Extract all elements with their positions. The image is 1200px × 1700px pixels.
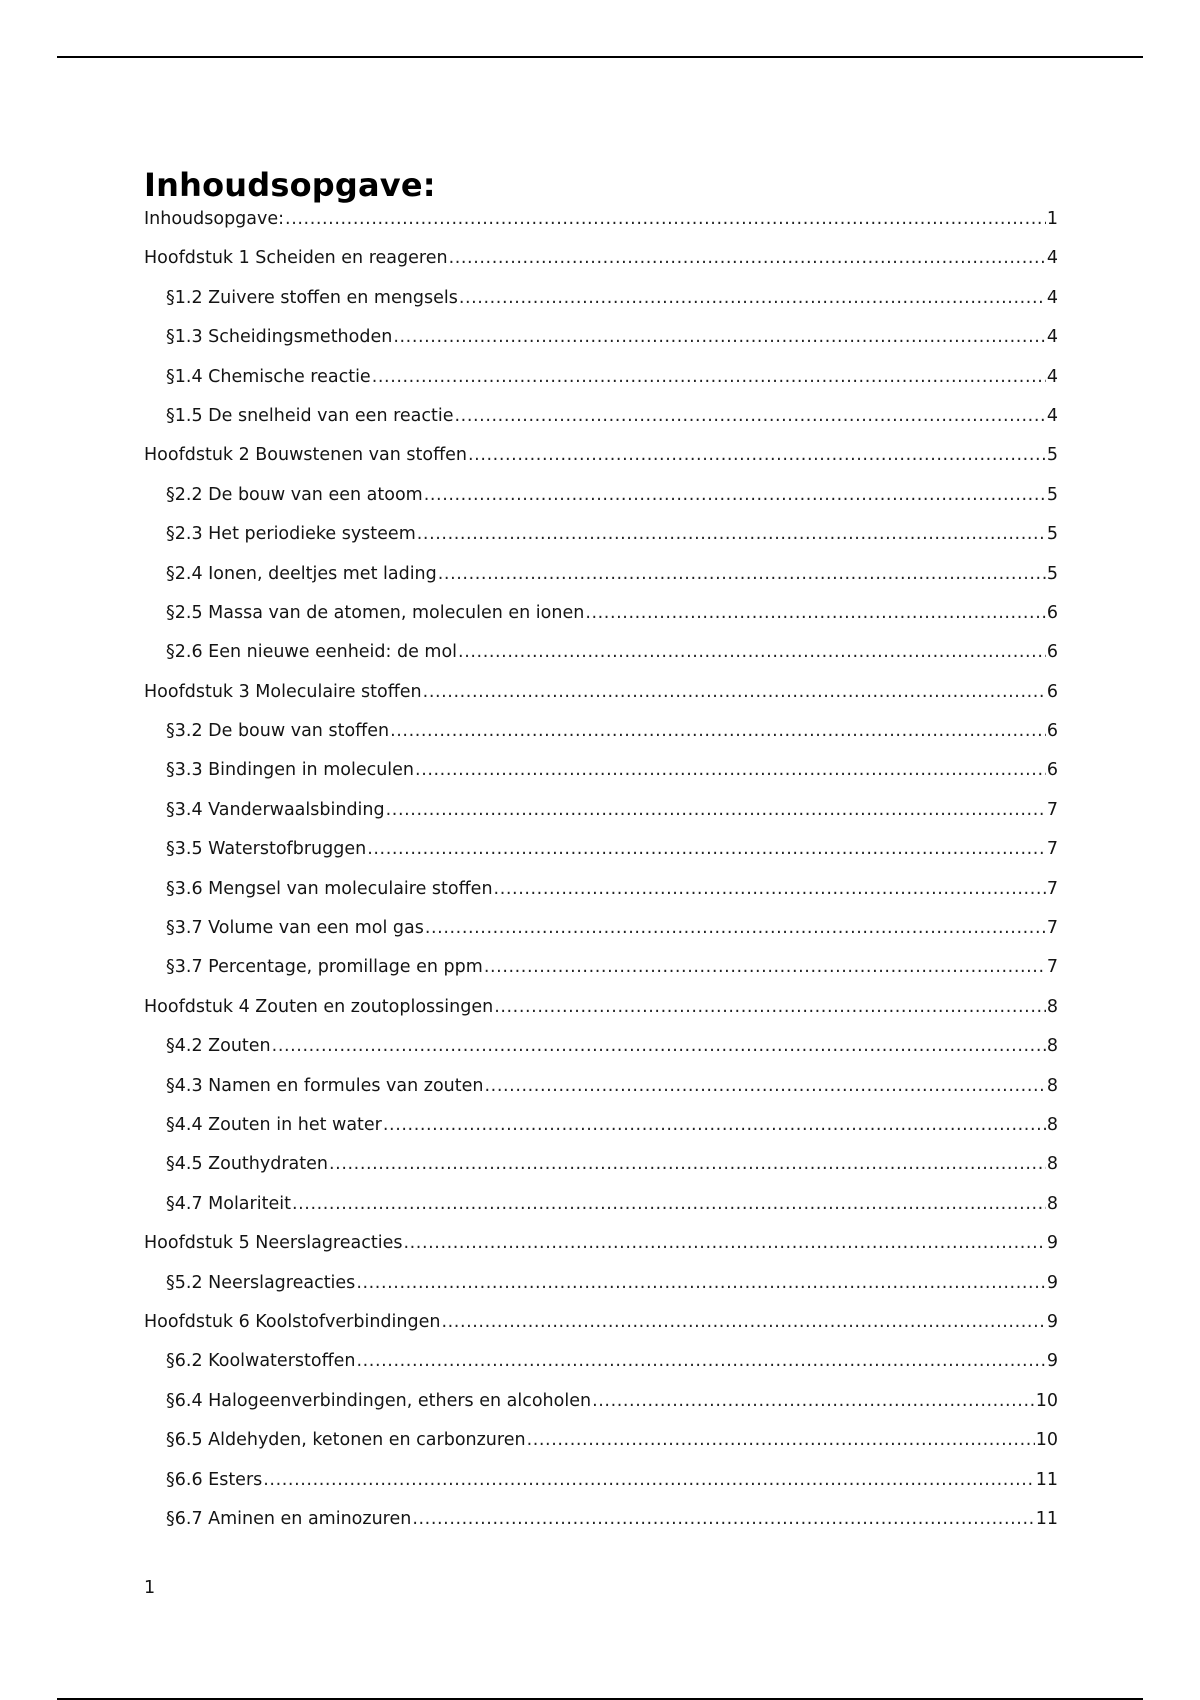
toc-entry-section[interactable]: [144, 1469, 1058, 1508]
toc-entry-section[interactable]: [144, 1193, 1058, 1232]
toc-entry-label: §1.4 Chemische reactie: [166, 366, 371, 387]
toc-entry-label: §2.3 Het periodieke systeem: [166, 524, 416, 545]
toc-entry-section[interactable]: [144, 838, 1058, 877]
toc-entry-label: §3.5 Waterstofbruggen: [166, 839, 367, 860]
toc-heading: Inhoudsopgave:: [144, 166, 436, 204]
toc-dot-leader: [455, 405, 1046, 427]
toc-entry-page: 8: [1046, 1036, 1058, 1057]
toc-entry-section[interactable]: [144, 878, 1058, 917]
toc-dot-leader: [393, 326, 1046, 348]
toc-entry-label: §4.7 Molariteit: [166, 1193, 291, 1214]
toc-dot-leader: [383, 1114, 1046, 1136]
toc-entry-section[interactable]: [144, 405, 1058, 444]
toc-entry-section[interactable]: [144, 1035, 1058, 1074]
toc-entry-label: §6.7 Aminen en aminozuren: [166, 1508, 412, 1529]
toc-entry-page: 4: [1046, 327, 1058, 348]
toc-dot-leader: [494, 878, 1046, 900]
toc-entry-label: Hoofdstuk 1 Scheiden en reageren: [144, 248, 448, 269]
toc-entry-label: §4.4 Zouten in het water: [166, 1114, 382, 1135]
toc-dot-leader: [592, 1390, 1035, 1412]
toc-entry-label: §2.2 De bouw van een atoom: [166, 484, 423, 505]
toc-entry-page: 8: [1046, 996, 1058, 1017]
toc-entry-page: 11: [1035, 1469, 1058, 1490]
toc-dot-leader: [386, 799, 1046, 821]
toc-dot-leader: [356, 1350, 1045, 1372]
toc-entry-chapter[interactable]: [144, 247, 1058, 286]
toc-entry-page: 8: [1046, 1154, 1058, 1175]
toc-entry-section[interactable]: [144, 1350, 1058, 1389]
toc-dot-leader: [484, 956, 1046, 978]
toc-dot-leader: [468, 444, 1046, 466]
toc-entry-page: 8: [1046, 1114, 1058, 1135]
toc-entry-label: §3.6 Mengsel van moleculaire stoffen: [166, 878, 493, 899]
toc-entry-section[interactable]: [144, 1429, 1058, 1468]
toc-dot-leader: [356, 1272, 1046, 1294]
toc-entry-label: §6.4 Halogeenverbindingen, ethers en alcoholen: [166, 1390, 592, 1411]
toc-entry-section[interactable]: [144, 1272, 1058, 1311]
toc-entry-page: 7: [1046, 839, 1058, 860]
toc-dot-leader: [494, 996, 1046, 1018]
toc-entry-label: §5.2 Neerslagreacties: [166, 1272, 356, 1293]
toc-entry-section[interactable]: [144, 1153, 1058, 1192]
toc-dot-leader: [423, 681, 1046, 703]
toc-entry-section[interactable]: [144, 641, 1058, 680]
toc-dot-leader: [424, 484, 1046, 506]
toc-entry-section[interactable]: [144, 759, 1058, 798]
toc-entry-section[interactable]: [144, 799, 1058, 838]
toc-entry-label: §1.5 De snelheid van een reactie: [166, 405, 454, 426]
toc-dot-leader: [372, 366, 1046, 388]
toc-entry-label: §2.4 Ionen, deeltjes met lading: [166, 563, 437, 584]
toc-entry-page: 5: [1046, 445, 1058, 466]
toc-entry-section[interactable]: [144, 1508, 1058, 1547]
toc-entry-label: §3.3 Bindingen in moleculen: [166, 760, 415, 781]
toc-entry-page: 4: [1046, 248, 1058, 269]
toc-entry-label: §3.4 Vanderwaalsbinding: [166, 799, 385, 820]
toc-dot-leader: [415, 759, 1046, 781]
toc-entry-page: 5: [1046, 524, 1058, 545]
toc-dot-leader: [390, 720, 1046, 742]
toc-entry-page: 9: [1046, 1233, 1058, 1254]
toc-dot-leader: [527, 1429, 1035, 1451]
toc-dot-leader: [449, 247, 1046, 269]
toc-entry-page: 4: [1046, 405, 1058, 426]
page-number: 1: [144, 1578, 156, 1598]
toc-entry-page: 7: [1046, 878, 1058, 899]
toc-dot-leader: [438, 563, 1046, 585]
toc-entry-label: §1.2 Zuivere stoffen en mengsels: [166, 287, 458, 308]
toc-dot-leader: [263, 1469, 1034, 1491]
toc-entry-page: 6: [1046, 681, 1058, 702]
toc-dot-leader: [285, 208, 1046, 230]
toc-entry-chapter[interactable]: [144, 681, 1058, 720]
toc-list: [144, 208, 1058, 1547]
document-body: [144, 165, 1058, 1547]
toc-entry-chapter[interactable]: [144, 996, 1058, 1035]
toc-entry-chapter[interactable]: [144, 208, 1058, 247]
toc-entry-label: Hoofdstuk 5 Neerslagreacties: [144, 1233, 403, 1254]
toc-entry-page: 4: [1046, 366, 1058, 387]
toc-entry-section[interactable]: [144, 1075, 1058, 1114]
toc-entry-page: 6: [1046, 602, 1058, 623]
toc-dot-leader: [585, 602, 1046, 624]
toc-entry-section[interactable]: [144, 1390, 1058, 1429]
toc-entry-label: Hoofdstuk 3 Moleculaire stoffen: [144, 681, 422, 702]
toc-entry-page: 9: [1046, 1351, 1058, 1372]
toc-entry-section[interactable]: [144, 563, 1058, 602]
toc-entry-page: 9: [1046, 1311, 1058, 1332]
toc-dot-leader: [329, 1153, 1046, 1175]
toc-entry-section[interactable]: [144, 484, 1058, 523]
toc-entry-label: §3.7 Percentage, promillage en ppm: [166, 957, 483, 978]
toc-entry-page: 6: [1046, 642, 1058, 663]
toc-entry-label: §6.6 Esters: [166, 1469, 263, 1490]
toc-dot-leader: [441, 1311, 1045, 1333]
toc-entry-page: 10: [1035, 1430, 1058, 1451]
toc-entry-label: Inhoudsopgave:: [144, 209, 285, 229]
toc-dot-leader: [403, 1232, 1045, 1254]
toc-entry-chapter[interactable]: [144, 444, 1058, 483]
toc-entry-label: §4.5 Zouthydraten: [166, 1154, 328, 1175]
toc-entry-label: Hoofdstuk 4 Zouten en zoutoplossingen: [144, 996, 494, 1017]
toc-dot-leader: [417, 523, 1046, 545]
toc-entry-page: 1: [1046, 209, 1058, 229]
toc-entry-page: 10: [1035, 1390, 1058, 1411]
toc-entry-section[interactable]: [144, 917, 1058, 956]
toc-entry-label: §4.3 Namen en formules van zouten: [166, 1075, 484, 1096]
toc-dot-leader: [425, 917, 1046, 939]
toc-entry-section[interactable]: [144, 366, 1058, 405]
toc-dot-leader: [367, 838, 1046, 860]
toc-entry-page: 6: [1046, 721, 1058, 742]
toc-entry-chapter[interactable]: [144, 1311, 1058, 1350]
toc-entry-label: §2.5 Massa van de atomen, moleculen en ionen: [166, 602, 585, 623]
toc-entry-page: 5: [1046, 484, 1058, 505]
toc-entry-page: 6: [1046, 760, 1058, 781]
toc-dot-leader: [459, 287, 1046, 309]
toc-entry-page: 11: [1035, 1508, 1058, 1529]
toc-entry-page: 9: [1046, 1272, 1058, 1293]
toc-entry-page: 7: [1046, 918, 1058, 939]
toc-entry-label: §3.2 De bouw van stoffen: [166, 721, 390, 742]
header-rule: [57, 56, 1143, 58]
toc-entry-label: Hoofdstuk 6 Koolstofverbindingen: [144, 1311, 441, 1332]
toc-entry-page: 7: [1046, 799, 1058, 820]
toc-entry-label: §3.7 Volume van een mol gas: [166, 918, 424, 939]
toc-entry-section[interactable]: [144, 326, 1058, 365]
toc-entry-label: §6.2 Koolwaterstoffen: [166, 1351, 356, 1372]
toc-entry-section[interactable]: [144, 287, 1058, 326]
toc-entry-page: 5: [1046, 563, 1058, 584]
toc-dot-leader: [292, 1193, 1046, 1215]
toc-entry-section[interactable]: [144, 523, 1058, 562]
toc-entry-page: 8: [1046, 1193, 1058, 1214]
toc-entry-label: §4.2 Zouten: [166, 1036, 271, 1057]
toc-dot-leader: [272, 1035, 1046, 1057]
toc-entry-section[interactable]: [144, 720, 1058, 759]
toc-dot-leader: [412, 1508, 1034, 1530]
toc-entry-page: 4: [1046, 287, 1058, 308]
toc-entry-label: Hoofdstuk 2 Bouwstenen van stoffen: [144, 445, 468, 466]
toc-entry-chapter[interactable]: [144, 1232, 1058, 1271]
toc-dot-leader: [485, 1075, 1046, 1097]
toc-entry-section[interactable]: [144, 1114, 1058, 1153]
toc-dot-leader: [458, 641, 1046, 663]
toc-entry-section[interactable]: [144, 602, 1058, 641]
toc-entry-label: §1.3 Scheidingsmethoden: [166, 327, 393, 348]
toc-entry-page: 7: [1046, 957, 1058, 978]
toc-entry-page: 8: [1046, 1075, 1058, 1096]
toc-entry-label: §2.6 Een nieuwe eenheid: de mol: [166, 642, 458, 663]
toc-entry-label: §6.5 Aldehyden, ketonen en carbonzuren: [166, 1430, 526, 1451]
toc-entry-section[interactable]: [144, 956, 1058, 995]
